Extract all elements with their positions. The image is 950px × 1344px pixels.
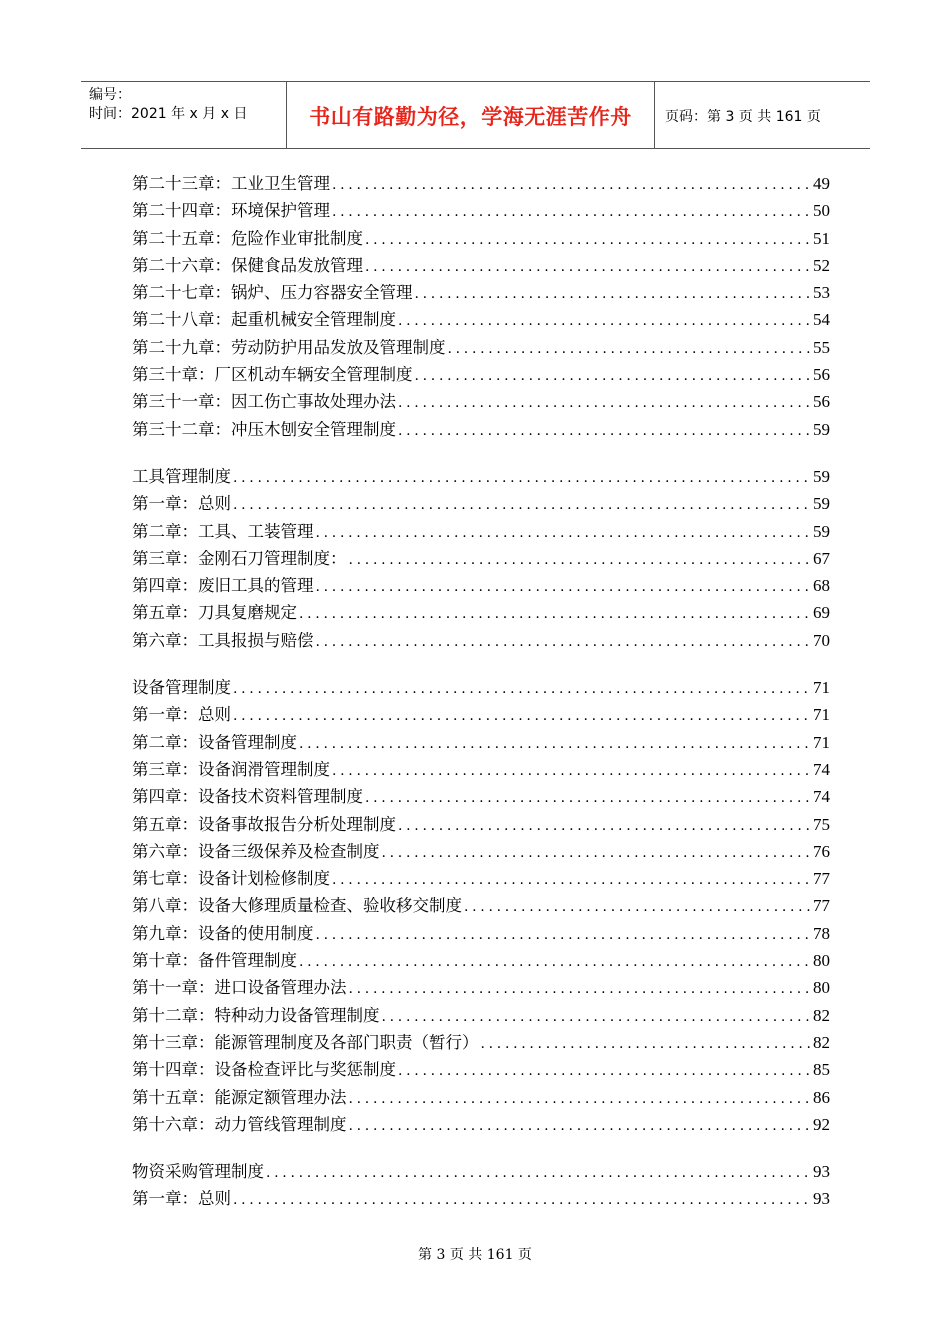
toc-dot-leader [233, 1187, 811, 1214]
header-page-info: 页码：第 3 页 共 161 页 [665, 109, 821, 125]
toc-dot-leader [415, 363, 812, 390]
toc-dot-leader [349, 1113, 812, 1140]
toc-dot-leader [299, 601, 811, 628]
toc-entry[interactable] [132, 701, 830, 728]
toc-entry-page-number: 71 [813, 678, 830, 698]
toc-entry[interactable] [132, 1158, 830, 1185]
toc-dot-leader [398, 308, 811, 335]
toc-dot-leader [233, 465, 811, 492]
toc-entry-title: 第七章：设备计划检修制度 [132, 869, 330, 889]
toc-dot-leader [332, 172, 811, 199]
toc-entry[interactable] [132, 920, 830, 947]
toc-entry[interactable] [132, 545, 830, 572]
toc-entry-title: 第十章：备件管理制度 [132, 951, 297, 971]
page-header [81, 81, 870, 149]
toc-entry-title: 第三章：设备润滑管理制度 [132, 759, 330, 779]
toc-entry-page-number: 54 [813, 310, 830, 330]
toc-dot-leader [382, 840, 812, 867]
toc-entry-title: 第二章：设备管理制度 [132, 732, 297, 752]
toc-entry-page-number: 59 [813, 419, 830, 439]
toc-entry-page-number: 85 [813, 1060, 830, 1080]
toc-entry-page-number: 82 [813, 1032, 830, 1052]
toc-dot-leader [398, 390, 811, 417]
toc-dot-leader [398, 1058, 811, 1085]
toc-entry-title: 设备管理制度 [132, 678, 231, 698]
table-of-contents [132, 170, 830, 1213]
toc-entry-page-number: 74 [813, 787, 830, 807]
toc-entry[interactable] [132, 811, 830, 838]
toc-entry[interactable] [132, 838, 830, 865]
toc-dot-leader [332, 199, 811, 226]
toc-dot-leader [464, 894, 811, 921]
toc-entry-page-number: 55 [813, 337, 830, 357]
toc-entry-title: 第九章：设备的使用制度 [132, 923, 314, 943]
toc-entry-page-number: 49 [813, 174, 830, 193]
toc-entry[interactable] [132, 1056, 830, 1083]
header-motto: 书山有路勤为径，学海无涯苦作舟 [309, 105, 632, 129]
toc-entry[interactable] [132, 170, 830, 197]
toc-entry-page-number: 93 [813, 1162, 830, 1182]
toc-entry-page-number: 52 [813, 255, 830, 275]
toc-entry-title: 第三章：金刚石刀管理制度： [132, 548, 347, 568]
toc-dot-leader [316, 629, 812, 656]
toc-entry-title: 第二十九章：劳动防护用品发放及管理制度 [132, 337, 446, 357]
toc-dot-leader [332, 867, 811, 894]
toc-entry[interactable] [132, 334, 830, 361]
toc-entry-page-number: 74 [813, 759, 830, 779]
toc-entry-page-number: 92 [813, 1114, 830, 1134]
toc-entry[interactable] [132, 252, 830, 279]
toc-dot-leader [316, 574, 812, 601]
header-divider [654, 82, 655, 148]
toc-dot-leader [365, 785, 811, 812]
toc-entry[interactable] [132, 225, 830, 252]
toc-entry-title: 第二章：工具、工装管理 [132, 521, 314, 541]
toc-entry-page-number: 51 [813, 228, 830, 248]
toc-entry[interactable] [132, 416, 830, 443]
toc-entry[interactable] [132, 599, 830, 626]
toc-entry-page-number: 71 [813, 705, 830, 725]
toc-dot-leader [233, 676, 811, 703]
toc-entry-page-number: 50 [813, 201, 830, 221]
toc-section [132, 1158, 830, 1213]
toc-entry[interactable] [132, 974, 830, 1001]
toc-entry[interactable] [132, 361, 830, 388]
toc-entry-title: 第十二章：特种动力设备管理制度 [132, 1005, 380, 1025]
toc-entry-page-number: 75 [813, 814, 830, 834]
toc-dot-leader [233, 703, 811, 730]
toc-entry-page-number: 71 [813, 732, 830, 752]
toc-entry[interactable] [132, 627, 830, 654]
toc-entry-title: 第十三章：能源管理制度及各部门职责（暂行） [132, 1032, 479, 1052]
toc-entry-title: 第二十四章：环境保护管理 [132, 201, 330, 221]
toc-entry-page-number: 80 [813, 978, 830, 998]
toc-entry[interactable] [132, 1029, 830, 1056]
toc-entry-page-number: 59 [813, 466, 830, 486]
toc-entry[interactable] [132, 490, 830, 517]
toc-dot-leader [415, 281, 812, 308]
toc-entry[interactable] [132, 865, 830, 892]
toc-entry-page-number: 77 [813, 896, 830, 916]
toc-entry[interactable] [132, 388, 830, 415]
toc-entry[interactable] [132, 306, 830, 333]
toc-dot-leader [365, 254, 811, 281]
toc-entry[interactable] [132, 1002, 830, 1029]
toc-entry-page-number: 86 [813, 1087, 830, 1107]
toc-section [132, 674, 830, 1138]
toc-entry-page-number: 69 [813, 603, 830, 623]
toc-entry-title: 第六章：工具报损与赔偿 [132, 630, 314, 650]
toc-entry-page-number: 76 [813, 841, 830, 861]
toc-entry[interactable] [132, 756, 830, 783]
toc-dot-leader [382, 1004, 812, 1031]
toc-entry[interactable] [132, 783, 830, 810]
toc-entry-title: 第二十五章：危险作业审批制度 [132, 228, 363, 248]
toc-entry-title: 第四章：废旧工具的管理 [132, 576, 314, 596]
toc-section [132, 170, 830, 443]
toc-entry-page-number: 70 [813, 630, 830, 650]
toc-entry[interactable] [132, 279, 830, 306]
toc-dot-leader [332, 758, 811, 785]
toc-dot-leader [233, 492, 811, 519]
toc-entry-page-number: 78 [813, 923, 830, 943]
toc-dot-leader [398, 418, 811, 445]
toc-entry-title: 物资采购管理制度 [132, 1162, 264, 1182]
toc-entry-title: 第二十三章：工业卫生管理 [132, 174, 330, 193]
toc-dot-leader [349, 976, 812, 1003]
toc-dot-leader [316, 922, 812, 949]
toc-dot-leader [299, 731, 811, 758]
toc-entry-title: 第一章：总则 [132, 494, 231, 514]
toc-entry-page-number: 82 [813, 1005, 830, 1025]
toc-entry-title: 第十六章：动力管线管理制度 [132, 1114, 347, 1134]
toc-entry-page-number: 67 [813, 548, 830, 568]
toc-entry-title: 第一章：总则 [132, 1189, 231, 1209]
toc-entry-title: 第十四章：设备检查评比与奖惩制度 [132, 1060, 396, 1080]
toc-entry-title: 第二十七章：锅炉、压力容器安全管理 [132, 283, 413, 303]
toc-entry-title: 第一章：总则 [132, 705, 231, 725]
toc-entry-page-number: 77 [813, 869, 830, 889]
toc-entry[interactable] [132, 463, 830, 490]
toc-entry[interactable] [132, 572, 830, 599]
toc-entry-title: 第五章：设备事故报告分析处理制度 [132, 814, 396, 834]
toc-entry[interactable] [132, 518, 830, 545]
toc-entry[interactable] [132, 1084, 830, 1111]
toc-dot-leader [316, 520, 812, 547]
toc-entry[interactable] [132, 892, 830, 919]
toc-dot-leader [448, 336, 812, 363]
toc-entry-title: 第三十二章：冲压木刨安全管理制度 [132, 419, 396, 439]
toc-entry-page-number: 59 [813, 521, 830, 541]
document-time-label: 时间：2021 年 x 月 x 日 [89, 106, 248, 122]
toc-dot-leader [365, 227, 811, 254]
toc-entry-title: 第三十章：厂区机动车辆安全管理制度 [132, 365, 413, 385]
toc-entry-title: 第四章：设备技术资料管理制度 [132, 787, 363, 807]
toc-entry-title: 第十五章：能源定额管理办法 [132, 1087, 347, 1107]
toc-dot-leader [349, 547, 812, 574]
toc-entry-page-number: 56 [813, 392, 830, 412]
toc-entry-page-number: 59 [813, 494, 830, 514]
toc-entry-title: 第五章：刀具复磨规定 [132, 603, 297, 623]
toc-dot-leader [266, 1160, 811, 1187]
toc-entry[interactable] [132, 1185, 830, 1212]
toc-entry-title: 第十一章：进口设备管理办法 [132, 978, 347, 998]
toc-entry-page-number: 56 [813, 365, 830, 385]
toc-entry-title: 第二十六章：保健食品发放管理 [132, 255, 363, 275]
header-meta [89, 86, 289, 124]
toc-entry-page-number: 68 [813, 576, 830, 596]
toc-dot-leader [481, 1031, 812, 1058]
toc-dot-leader [349, 1086, 812, 1113]
toc-entry-page-number: 53 [813, 283, 830, 303]
toc-dot-leader [299, 949, 811, 976]
toc-section [132, 463, 830, 654]
page-footer: 第 3 页 共 161 页 [418, 1247, 532, 1263]
toc-entry[interactable] [132, 674, 830, 701]
toc-entry-title: 第六章：设备三级保养及检查制度 [132, 841, 380, 861]
toc-entry-title: 第三十一章：因工伤亡事故处理办法 [132, 392, 396, 412]
toc-entry[interactable] [132, 729, 830, 756]
toc-dot-leader [398, 813, 811, 840]
document-number-label: 编号： [89, 87, 131, 103]
toc-entry-page-number: 80 [813, 951, 830, 971]
toc-entry-page-number: 93 [813, 1189, 830, 1209]
toc-entry-title: 第二十八章：起重机械安全管理制度 [132, 310, 396, 330]
toc-entry[interactable] [132, 1111, 830, 1138]
toc-entry-title: 工具管理制度 [132, 466, 231, 486]
toc-entry[interactable] [132, 197, 830, 224]
toc-entry[interactable] [132, 947, 830, 974]
toc-entry-title: 第八章：设备大修理质量检查、验收移交制度 [132, 896, 462, 916]
